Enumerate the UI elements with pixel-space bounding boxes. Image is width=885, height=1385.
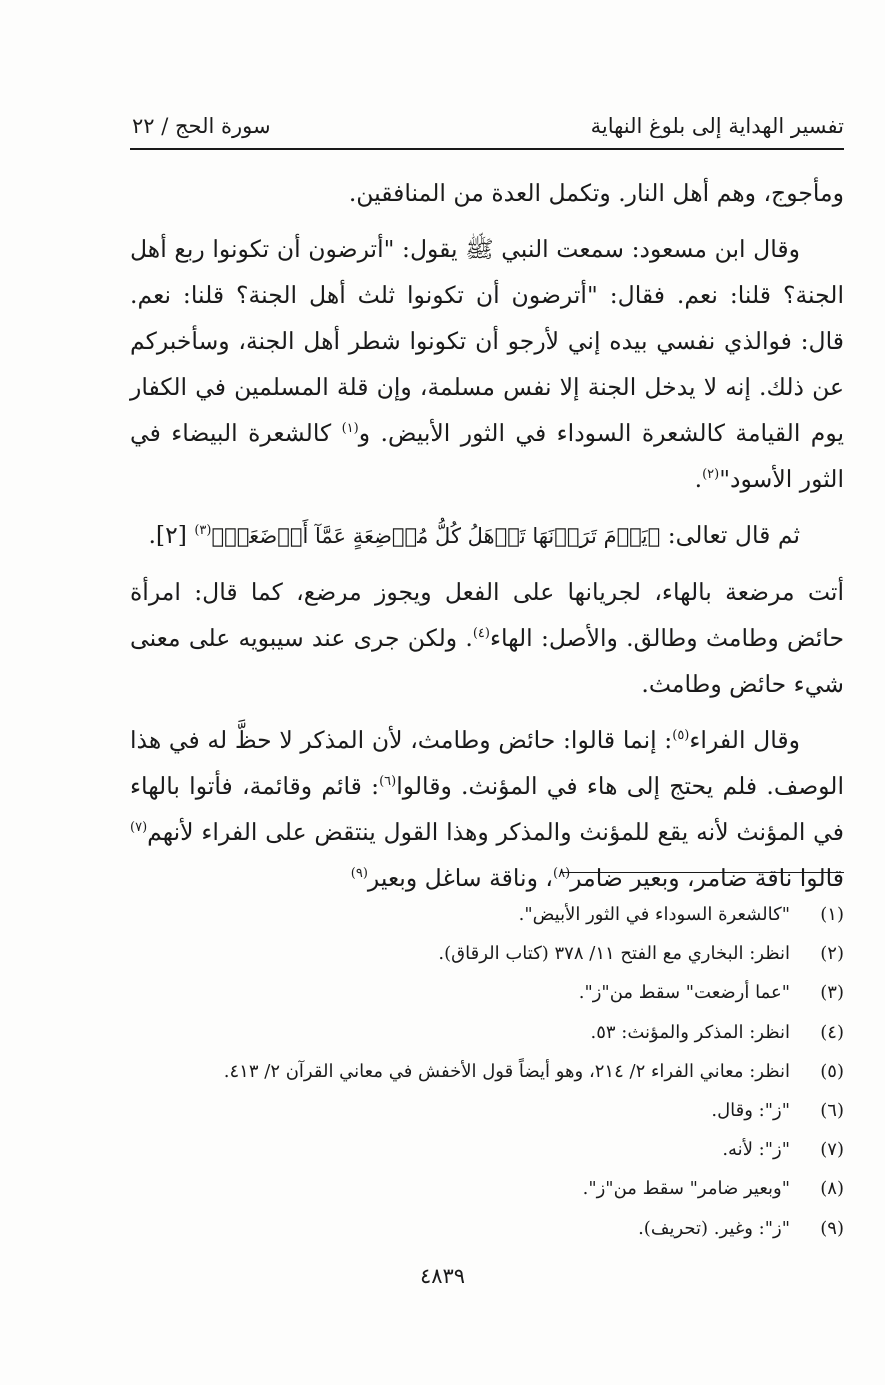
paragraph-3-text-a: ثم قال تعالى: xyxy=(660,521,800,549)
footnote-item xyxy=(144,1013,844,1052)
verse-reference: [٢]. xyxy=(148,521,195,549)
footnote-ref-7: (٧) xyxy=(130,820,148,836)
paragraph-2-text-c: . xyxy=(694,465,703,493)
footnote-text: انظر: البخاري مع الفتح ١١/ ٣٧٨ (كتاب الرقاق). xyxy=(438,943,790,965)
footnote-text: "ز": لأنه. xyxy=(722,1139,790,1161)
footnote-text: "وبعير ضامر" سقط من"ز". xyxy=(582,1178,790,1200)
paragraph-5-text-a: وقال الفراء xyxy=(689,726,800,754)
footnote-item xyxy=(144,973,844,1012)
footnote-item xyxy=(144,895,844,934)
footnote-ref-5: (٥) xyxy=(672,728,690,744)
footnote-ref-3: (٣) xyxy=(194,523,212,539)
footnote-ref-2: (٢) xyxy=(702,467,720,483)
footnote-number: (٣) xyxy=(820,982,844,1004)
footnote-ref-6: (٦) xyxy=(379,774,397,790)
footnote-number: (٢) xyxy=(820,943,844,965)
footnote-text: "ز": وقال. xyxy=(711,1100,790,1122)
footnote-ref-8: (٨) xyxy=(553,866,571,882)
paragraph-4 xyxy=(130,569,844,707)
paragraph-5-text-e: ، وناقة ساغل وبعير xyxy=(367,864,554,892)
paragraph-1-text: ومأجوج، وهم أهل النار. وتكمل العدة من المنافقين. xyxy=(348,179,844,207)
footnote-item xyxy=(144,1130,844,1169)
footnote-item xyxy=(144,1209,844,1248)
paragraph-2 xyxy=(130,226,844,502)
paragraph-5 xyxy=(130,717,844,901)
footnote-text: "كالشعرة السوداء في الثور الأبيض". xyxy=(518,904,790,925)
main-text xyxy=(130,170,844,911)
paragraph-4-text-b: . ولكن جرى عند سيبويه على معنى شيء حائض وطامث. xyxy=(130,624,844,698)
footnote-ref-4: (٤) xyxy=(472,626,490,642)
footnote-number: (٨) xyxy=(820,1178,844,1200)
book-title: تفسير الهداية إلى بلوغ النهاية xyxy=(590,114,844,138)
paragraph-5-text-d: قالوا ناقة ضامر، وبعير ضامر xyxy=(570,864,844,892)
footnote-text: "ز": وغير. (تحريف). xyxy=(638,1217,790,1239)
header-divider xyxy=(130,148,844,150)
footnote-number: (٥) xyxy=(820,1060,844,1082)
paragraph-5-text-b: : إنما قالوا: حائض وطامث، لأن المذكر لا حظَّ له في هذا الوصف. فلم يحتج إلى هاء في المؤنث. وقالوا xyxy=(130,726,844,800)
paragraph-2-text-a: وقال ابن مسعود: سمعت النبي ﷺ يقول: "أترضون أن تكونوا ربع أهل الجنة؟ قلنا: نعم. فقال: "أترضون أن تكونوا ثلث أهل الجنة؟ قلنا: نعم. قال: فوالذي نفسي بيده إني لأرجو أن تكونوا شطر أهل الجنة، وسأخبركم عن ذلك. إنه لا يدخل الجنة إلا نفس مسلمة، وإن قلة المسلمين في الكفار يوم القيامة كالشعرة السوداء في الثور الأبيض. و xyxy=(130,235,844,447)
footnote-ref-1: (١) xyxy=(341,421,359,437)
footnote-text: "عما أرضعت" سقط من"ز". xyxy=(578,982,790,1004)
footnote-divider xyxy=(560,872,844,873)
footnote-number: (٤) xyxy=(820,1021,844,1043)
footnote-text: انظر: معاني الفراء ٢/ ٢١٤، وهو أيضاً قول الأخفش في معاني القرآن ٢/ ٤١٣. xyxy=(223,1060,790,1082)
paragraph-3 xyxy=(130,512,844,559)
footnotes-list xyxy=(144,895,844,1248)
footnote-item xyxy=(144,1169,844,1208)
paragraph-5-text-c: : قائم وقائمة، فأتوا بالهاء في المؤنث لأنه يقع للمؤنث والمذكر وهذا القول ينتقض على الفراء لأنهم xyxy=(130,772,844,846)
page-number: ٤٨٣٩ xyxy=(419,1264,466,1288)
footnote-number: (٧) xyxy=(820,1139,844,1161)
footnote-number: (٦) xyxy=(820,1100,844,1122)
paragraph-1 xyxy=(130,170,844,216)
footnote-text: انظر: المذكر والمؤنث: ٥٣. xyxy=(590,1021,790,1043)
footnote-item xyxy=(144,1052,844,1091)
surah-label: سورة الحج / ٢٢ xyxy=(132,114,271,138)
quran-verse: ﴿يَوۡمَ تَرَوۡنَهَا تَذۡهَلُ كُلُّ مُرۡضِعَةٍ عَمَّآ أَرۡضَعَتۡ﴾ xyxy=(211,524,661,548)
paragraph-4-text-a: أتت مرضعة بالهاء، لجريانها على الفعل ويجوز مرضع، كما قال: امرأة حائض وطامث وطالق. والأصل: الهاء xyxy=(130,578,844,652)
footnote-number: (١) xyxy=(820,904,844,925)
footnote-item xyxy=(144,934,844,973)
footnote-item xyxy=(144,1091,844,1130)
running-header xyxy=(132,108,844,144)
footnote-number: (٩) xyxy=(820,1217,844,1239)
paragraph-2-text-b: كالشعرة البيضاء في الثور الأسود" xyxy=(130,419,844,493)
footnote-ref-9: (٩) xyxy=(350,866,368,882)
